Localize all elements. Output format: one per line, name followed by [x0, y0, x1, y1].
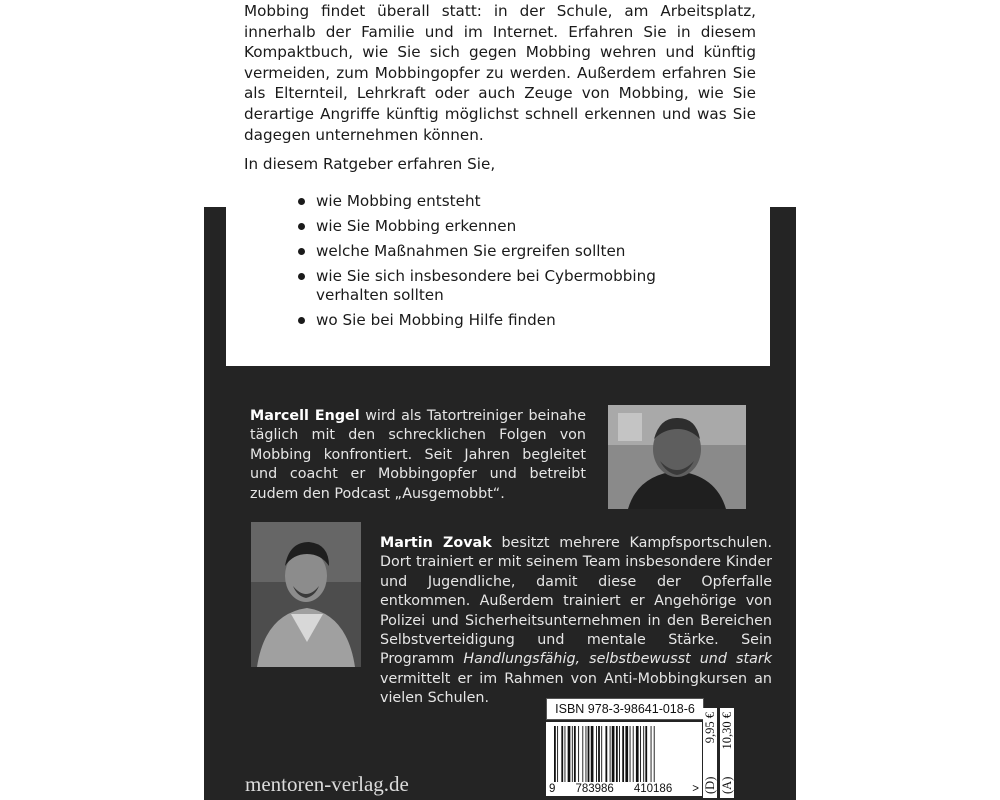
barcode-bar [596, 726, 597, 782]
author-photo-engel [608, 405, 746, 509]
price-austria [720, 708, 734, 798]
list-item: wie Mobbing entsteht [298, 192, 676, 211]
barcode-bar [636, 726, 639, 782]
barcode-bar [561, 726, 563, 782]
price-germany [703, 708, 717, 798]
barcode-bar [591, 726, 594, 782]
barcode-bar [554, 726, 556, 782]
barcode-bar [605, 726, 607, 782]
author-photo-zovak [251, 522, 361, 667]
barcode-digit-group: 783986 [575, 783, 614, 795]
isbn-label: ISBN 978-3-98641-018-6 [546, 698, 704, 720]
list-item: wo Sie bei Mobbing Hilfe finden [298, 311, 676, 330]
barcode-bar [654, 726, 655, 782]
author-name: Martin Zovak [380, 535, 492, 551]
barcode-bar [582, 726, 583, 782]
barcode-bar [598, 726, 600, 782]
barcode-bar [630, 726, 631, 782]
list-item: wie Sie Mobbing erkennen [298, 217, 676, 236]
author-bio-engel [250, 407, 586, 504]
barcode-bar [557, 726, 558, 782]
author-bio-text: besitzt mehrere Kampfsportschulen. Dort trainiert er mit seinem Team insbesondere Kinder und Jugendliche, damit diese der Opferfalle entkommen. Außerdem trainiert er Angehörige von Polizei und Sicherheitsunternehmen in den Bereichen Selbstverteidigung und mentale Stärke. Sein Programm [380, 535, 772, 668]
barcode-digits [546, 783, 702, 795]
barcode-bar [601, 726, 602, 782]
barcode-bar [568, 726, 571, 782]
benefit-list [298, 192, 676, 336]
barcode-bar [622, 726, 624, 782]
barcode-bar [643, 726, 644, 782]
author-bio-text: wird als Tatortreiniger beinahe täglich mit den schrecklichen Folgen von Mobbing konfrontiert. Seit Jahren begleitet und coacht er Mobbingopfer und betreibt zudem den Podcast „Ausgemobbt“. [250, 408, 586, 502]
barcode-bar [574, 726, 576, 782]
barcode-bar [565, 726, 566, 782]
price-amount: 9,95 € [703, 712, 717, 744]
price-amount: 10,30 € [720, 712, 734, 750]
barcode-bar [586, 726, 587, 782]
barcode-bar [588, 726, 590, 782]
barcode-bar [625, 726, 628, 782]
barcode-digit-group: 410186 [633, 783, 673, 795]
intro-paragraph: Mobbing findet überall statt: in der Schule, am Arbeitsplatz, innerhalb der Familie und im Internet. Erfahren Sie in diesem Kompaktbuch, wie Sie sich gegen Mobbing wehren und künftig vermeiden, zum Mobbingopfer zu werden. Außerdem erfahren Sie als Elternteil, Lehrkraft oder auch Zeuge von Mobbing, wie Sie derartige Angriffe künftig möglichst schnell erkennen und was Sie dagegen unternehmen können. [244, 2, 756, 144]
barcode-bar [572, 726, 573, 782]
price-country: (A) [720, 776, 734, 794]
barcode-bar [578, 726, 579, 782]
list-item: wie Sie sich insbesondere bei Cybermobbing verhalten sollten [298, 267, 676, 305]
intro-lead: In diesem Ratgeber erfahren Sie, [244, 155, 496, 173]
barcode-bar [610, 726, 611, 782]
barcode-bar [651, 726, 652, 782]
barcode-bar [645, 726, 647, 782]
barcode [546, 722, 702, 796]
barcode-bar [640, 726, 641, 782]
barcode-digit-group: > [692, 783, 699, 795]
barcode-bars [554, 726, 694, 782]
barcode-bar [616, 726, 618, 782]
barcode-bar [633, 726, 634, 782]
barcode-bar [612, 726, 615, 782]
barcode-digit-group: 9 [549, 783, 556, 795]
author-bio-zovak [380, 534, 772, 709]
price-country: (D) [703, 776, 717, 794]
author-name: Marcell Engel [250, 408, 360, 424]
list-item: welche Maßnahmen Sie ergreifen sollten [298, 242, 676, 261]
barcode-bar [619, 726, 620, 782]
publisher-url: mentoren-verlag.de [245, 772, 409, 796]
program-title: Handlungsfähig, selbstbewusst und stark [463, 651, 773, 668]
author-bio-text: vermittelt er im Rahmen von Anti-Mobbingkursen an vielen Schulen. [380, 670, 772, 707]
